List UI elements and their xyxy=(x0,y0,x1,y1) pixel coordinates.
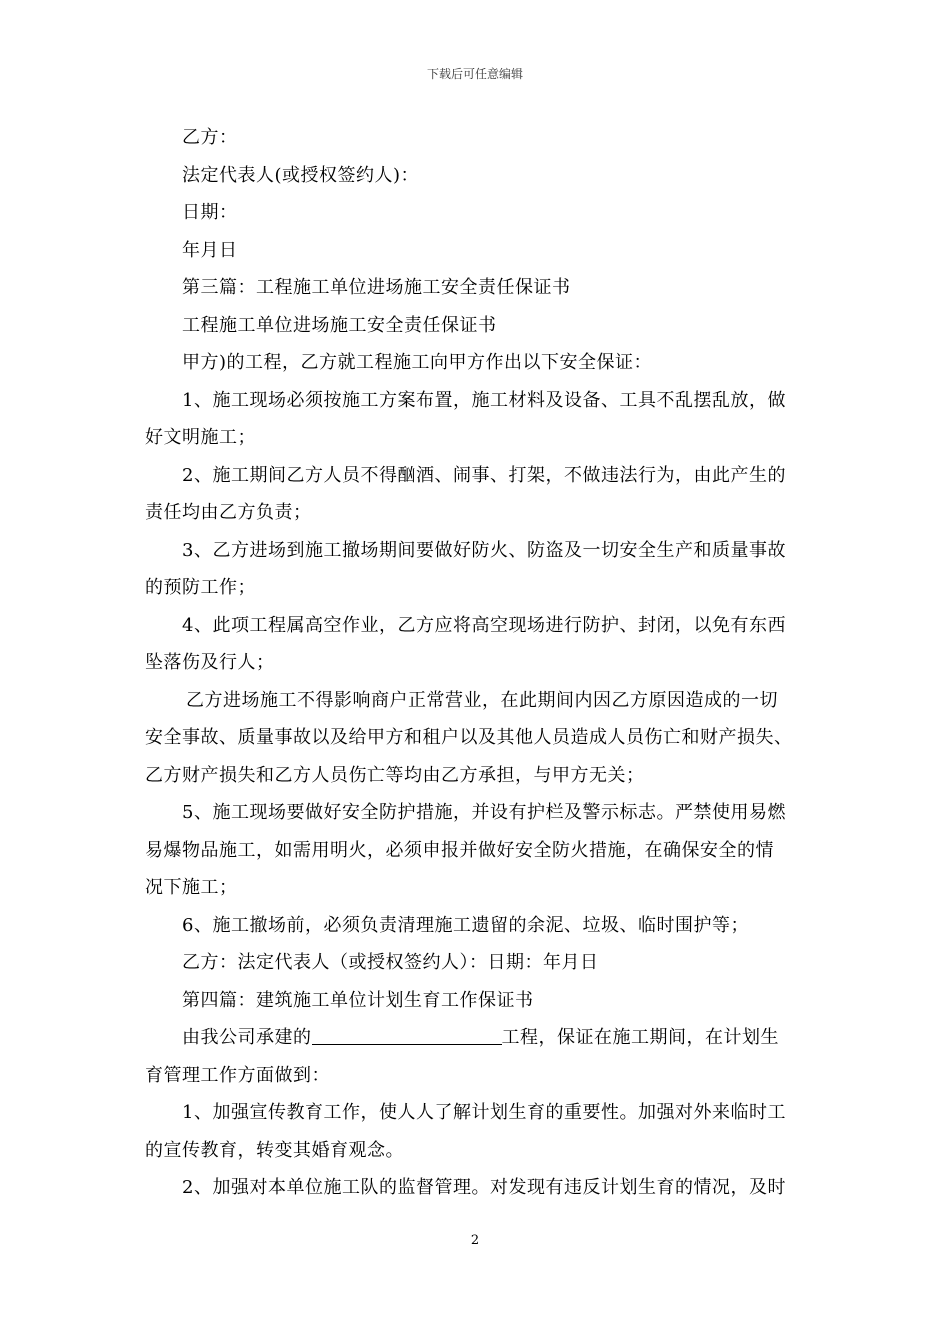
text-line: 乙方财产损失和乙方人员伤亡等均由乙方承担，与甲方无关； xyxy=(145,764,645,786)
text-line: 责任均由乙方负责； xyxy=(145,502,312,523)
text-line: 5、施工现场要做好安全防护措施，并设有护栏及警示标志。严禁使用易燃 xyxy=(182,802,786,823)
section-title: 工程施工单位进场施工安全责任保证书 xyxy=(182,314,497,336)
text-line: 育管理工作方面做到： xyxy=(145,1064,330,1086)
signature-line: 乙方：法定代表人（或授权签约人）：日期：年月日 xyxy=(182,952,599,973)
text-line: 的预防工作； xyxy=(145,577,256,598)
text-line: 6、施工撤场前，必须负责清理施工遗留的余泥、垃圾、临时围护等； xyxy=(182,914,749,936)
fill-in-blank xyxy=(312,1024,502,1045)
section-heading: 第四篇：建筑施工单位计划生育工作保证书 xyxy=(182,989,534,1011)
text-line: 坠落伤及行人； xyxy=(145,652,275,673)
text-line xyxy=(145,1019,810,1057)
document-body xyxy=(145,119,810,1207)
text-line: 况下施工； xyxy=(145,877,238,898)
text-line: 的宣传教育，转变其婚育观念。 xyxy=(145,1139,404,1161)
text-line: 4、此项工程属高空作业，乙方应将高空现场进行防护、封闭，以免有东西 xyxy=(182,614,786,636)
text-segment: 由我公司承建的 xyxy=(182,1027,312,1048)
text-line: 甲方)的工程，乙方就工程施工向甲方作出以下安全保证： xyxy=(182,352,653,373)
text-line: 安全事故、质量事故以及给甲方和租户以及其他人员造成人员伤亡和财产损失、 xyxy=(145,727,793,748)
text-line: 2、施工期间乙方人员不得酗酒、闹事、打架，不做违法行为，由此产生的 xyxy=(182,464,786,486)
text-line: 法定代表人(或授权签约人)： xyxy=(182,164,420,186)
section-heading: 第三篇：工程施工单位进场施工安全责任保证书 xyxy=(182,277,571,298)
text-line: 乙方： xyxy=(182,127,238,148)
text-line: 易爆物品施工，如需用明火，必须申报并做好安全防火措施，在确保安全的情 xyxy=(145,839,774,861)
text-line: 好文明施工； xyxy=(145,427,256,448)
text-line: 2、加强对本单位施工队的监督管理。对发现有违反计划生育的情况，及时 xyxy=(182,1177,786,1198)
text-segment: 工程，保证在施工期间，在计划生 xyxy=(501,1027,779,1048)
text-line: 年月日 xyxy=(182,239,238,261)
page-header: 下载后可任意编辑 xyxy=(426,67,523,81)
text-line: 1、施工现场必须按施工方案布置，施工材料及设备、工具不乱摆乱放，做 xyxy=(182,389,786,411)
text-line: 日期： xyxy=(182,202,238,223)
text-line: 乙方进场施工不得影响商户正常营业，在此期间内因乙方原因造成的一切 xyxy=(186,689,778,711)
text-line: 3、乙方进场到施工撤场期间要做好防火、防盗及一切安全生产和质量事故 xyxy=(182,539,786,561)
text-line: 1、加强宣传教育工作，使人人了解计划生育的重要性。加强对外来临时工 xyxy=(182,1102,786,1123)
page-number: 2 xyxy=(470,1233,480,1248)
